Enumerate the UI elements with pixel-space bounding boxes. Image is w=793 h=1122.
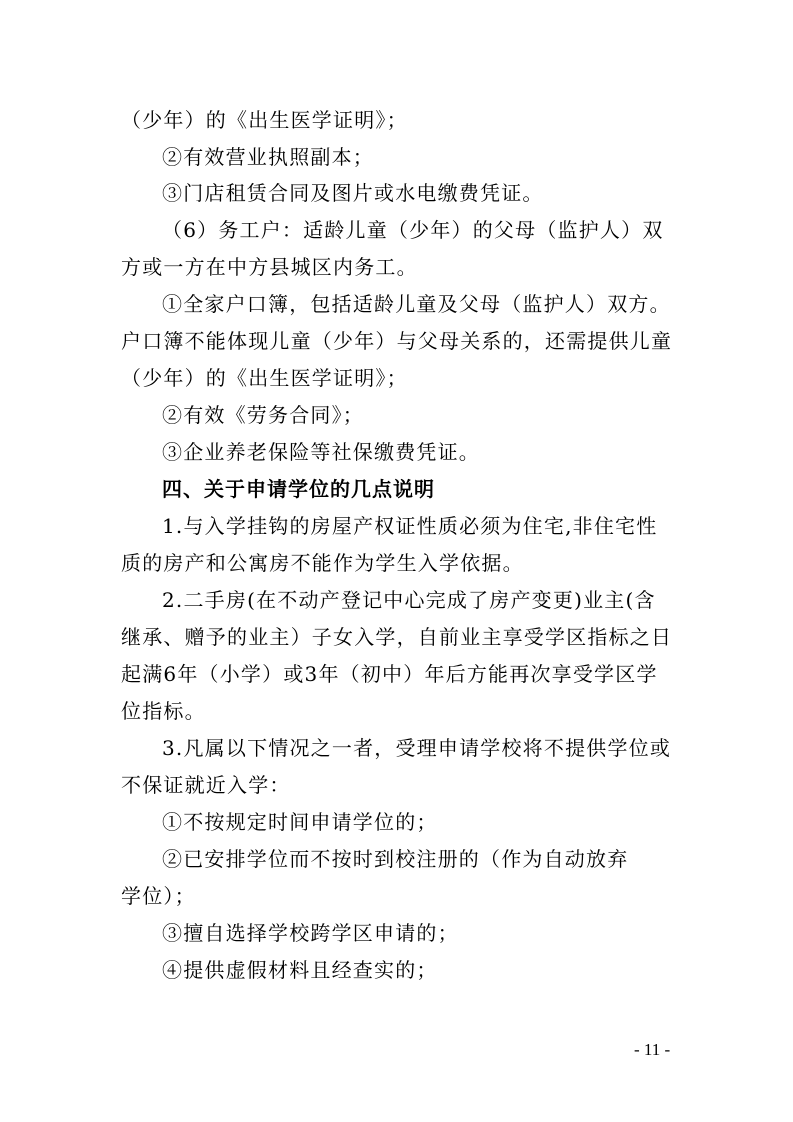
text-line-3: ③门店租赁合同及图片或水电缴费凭证。 bbox=[162, 181, 544, 205]
text-line-16: 起满6年（小学）或3年（初中）年后方能再次享受学区学 bbox=[121, 662, 658, 686]
text-line-6: ①全家户口簿，包括适龄儿童及父母（监护人）双方。 bbox=[162, 292, 671, 316]
text-line-5: 方或一方在中方县城区内务工。 bbox=[121, 255, 418, 279]
text-line-17: 位指标。 bbox=[121, 699, 206, 723]
text-line-10: ③企业养老保险等社保缴费凭证。 bbox=[162, 440, 480, 464]
text-line-22: 学位）； bbox=[121, 884, 196, 908]
text-line-8: （少年）的《出生医学证明》； bbox=[121, 366, 408, 390]
text-line-15: 继承、赠予的业主）子女入学，自前业主享受学区指标之日 bbox=[121, 625, 673, 649]
text-line-20: ①不按规定时间申请学位的； bbox=[162, 810, 438, 834]
text-line-21: ②已安排学位而不按时到校注册的（作为自动放弃 bbox=[162, 847, 629, 871]
text-line-18: 3.凡属以下情况之一者，受理申请学校将不提供学位或 bbox=[162, 736, 672, 760]
section-heading: 四、关于申请学位的几点说明 bbox=[162, 477, 435, 501]
text-line-13: 质的房产和公寓房不能作为学生入学依据。 bbox=[121, 551, 524, 575]
text-line-1: （少年）的《出生医学证明》； bbox=[121, 108, 408, 132]
text-line-2: ②有效营业执照副本； bbox=[162, 145, 374, 169]
text-line-19: 不保证就近入学： bbox=[121, 773, 291, 797]
text-line-14: 2.二手房(在不动产登记中心完成了房产变更)业主(含 bbox=[162, 588, 656, 612]
text-line-23: ③擅自选择学校跨学区申请的； bbox=[162, 921, 459, 945]
text-line-12: 1.与入学挂钩的房屋产权证性质必须为住宅,非住宅性 bbox=[162, 514, 658, 538]
page-number: - 11 - bbox=[634, 1040, 671, 1059]
text-line-4: （6）务工户：适龄儿童（少年）的父母（监护人）双 bbox=[162, 218, 664, 242]
text-line-24: ④提供虚假材料且经查实的； bbox=[162, 958, 438, 982]
text-line-9: ②有效《劳务合同》； bbox=[162, 403, 364, 427]
text-line-7: 户口簿不能体现儿童（少年）与父母关系的，还需提供儿童 bbox=[121, 329, 673, 353]
